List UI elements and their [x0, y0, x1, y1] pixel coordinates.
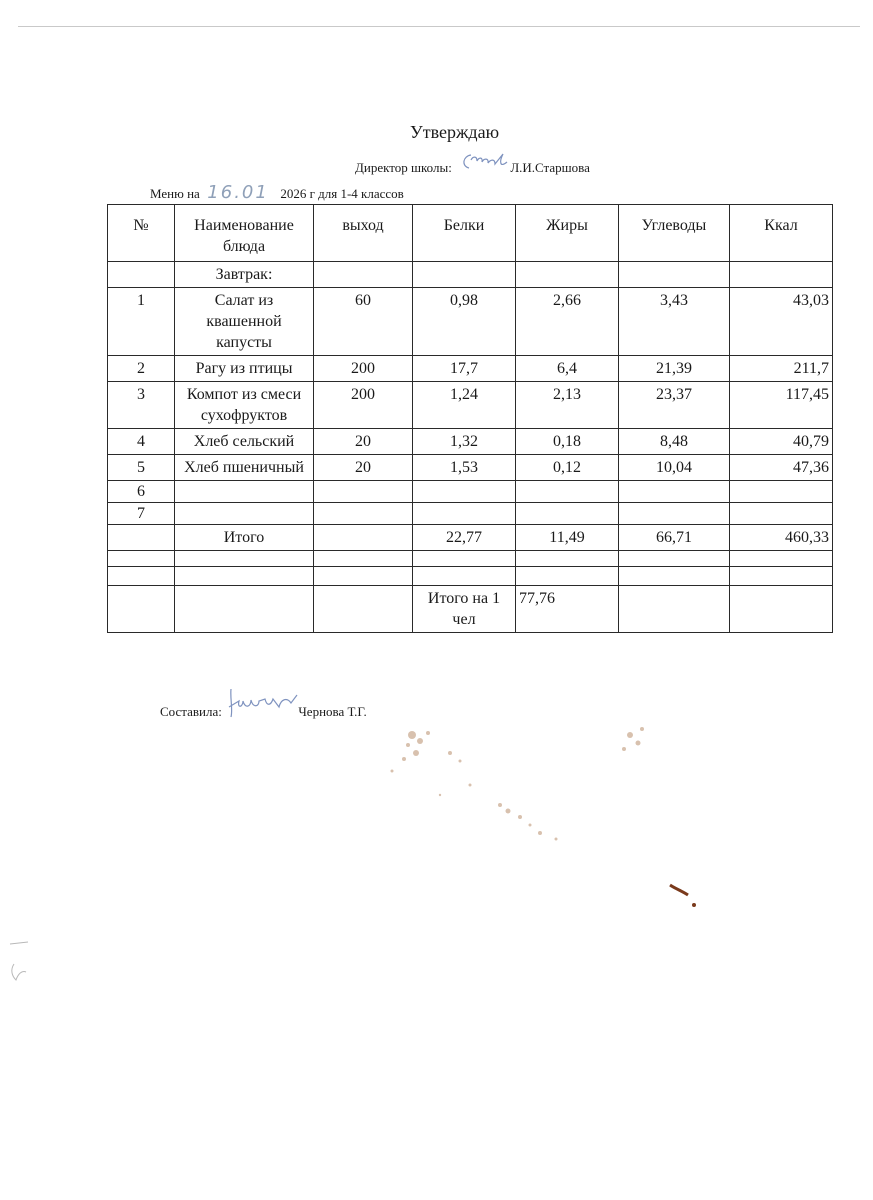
row-num: 3: [108, 382, 175, 429]
row-carbs: 21,39: [619, 356, 730, 382]
compiler-name: Чернова Т.Г.: [298, 703, 367, 719]
table-row: [108, 567, 833, 586]
col-header-num: №: [108, 205, 175, 262]
total-label: Итого: [175, 525, 314, 551]
table-row: [108, 382, 833, 429]
per-person-label: Итого на 1 чел: [413, 586, 516, 633]
menu-handwritten-date: 16.01: [207, 182, 269, 203]
row-protein: 17,7: [413, 356, 516, 382]
col-header-fat: Жиры: [516, 205, 619, 262]
scan-stain: [380, 715, 700, 915]
row-kcal: 117,45: [730, 382, 833, 429]
compiled-by-line: [160, 703, 367, 723]
row-num: 4: [108, 429, 175, 455]
col-header-protein: Белки: [413, 205, 516, 262]
compiled-label: Составила:: [160, 703, 222, 719]
row-num: 6: [108, 481, 175, 503]
per-person-value: 77,76: [516, 586, 619, 633]
row-name: Рагу из птицы: [175, 356, 314, 382]
menu-date-line: [150, 182, 404, 203]
row-protein: 1,53: [413, 455, 516, 481]
director-label: Директор школы:: [355, 160, 452, 175]
scan-edge-line: [18, 26, 860, 27]
row-num: 7: [108, 503, 175, 525]
row-carbs: 23,37: [619, 382, 730, 429]
menu-table: [107, 204, 833, 633]
director-name: Л.И.Старшова: [510, 160, 590, 175]
row-num: 5: [108, 455, 175, 481]
per-person-row: [108, 586, 833, 633]
section-row: [108, 262, 833, 288]
row-fat: 0,18: [516, 429, 619, 455]
row-out: 20: [314, 455, 413, 481]
col-header-kcal: Ккал: [730, 205, 833, 262]
total-row: [108, 525, 833, 551]
total-carbs: 66,71: [619, 525, 730, 551]
row-carbs: 8,48: [619, 429, 730, 455]
row-name: Компот из смеси сухофруктов: [175, 382, 314, 429]
row-kcal: 40,79: [730, 429, 833, 455]
row-protein: 0,98: [413, 288, 516, 356]
row-protein: 1,32: [413, 429, 516, 455]
table-row: [108, 455, 833, 481]
table-row: [108, 481, 833, 503]
row-fat: 2,66: [516, 288, 619, 356]
total-protein: 22,77: [413, 525, 516, 551]
col-header-out: выход: [314, 205, 413, 262]
row-out: 60: [314, 288, 413, 356]
compiler-signature: [225, 703, 295, 723]
table-row: [108, 503, 833, 525]
col-header-carbs: Углеводы: [619, 205, 730, 262]
row-fat: 0,12: [516, 455, 619, 481]
row-fat: 2,13: [516, 382, 619, 429]
total-kcal: 460,33: [730, 525, 833, 551]
total-fat: 11,49: [516, 525, 619, 551]
table-row: [108, 551, 833, 567]
row-out: 200: [314, 356, 413, 382]
row-out: 200: [314, 382, 413, 429]
col-header-name: Наименование блюда: [175, 205, 314, 262]
table-row: [108, 356, 833, 382]
row-kcal: 43,03: [730, 288, 833, 356]
row-fat: 6,4: [516, 356, 619, 382]
row-num: 1: [108, 288, 175, 356]
director-signature: [455, 160, 507, 178]
row-name: Салат из квашенной капусты: [175, 288, 314, 356]
row-num: 2: [108, 356, 175, 382]
row-carbs: 10,04: [619, 455, 730, 481]
approve-heading: Утверждаю: [410, 122, 500, 142]
row-carbs: 3,43: [619, 288, 730, 356]
director-line: [355, 160, 590, 178]
row-out: 20: [314, 429, 413, 455]
row-kcal: 211,7: [730, 356, 833, 382]
row-name: Хлеб пшеничный: [175, 455, 314, 481]
row-name: Хлеб сельский: [175, 429, 314, 455]
section-label: Завтрак:: [175, 262, 314, 288]
table-header-row: [108, 205, 833, 262]
row-kcal: 47,36: [730, 455, 833, 481]
row-protein: 1,24: [413, 382, 516, 429]
table-row: [108, 429, 833, 455]
menu-label: Меню на: [150, 186, 200, 201]
table-row: [108, 288, 833, 356]
scan-mark: [8, 940, 38, 990]
menu-year-class: 2026 г для 1-4 классов: [280, 186, 404, 201]
